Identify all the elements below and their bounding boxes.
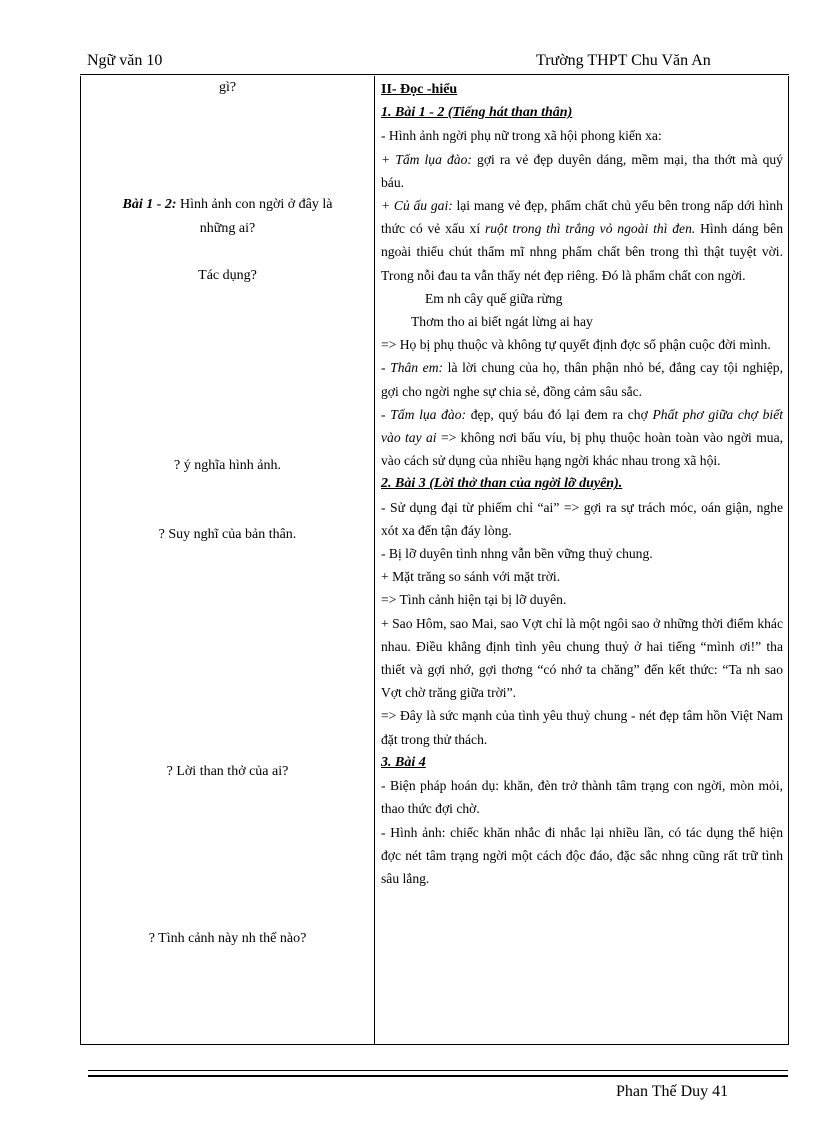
section-heading: II- Đọc -hiểu (381, 82, 458, 97)
question-text: Hình ảnh con ngời ở đây là (176, 197, 333, 212)
answer-line: => Đây là sức mạnh của tình yêu thuỷ chung - nét đẹp tâm hồn Việt Nam đặt trong thử thách. (381, 708, 783, 747)
answer-paragraph (381, 148, 783, 194)
answer-emphasis: Phất phơ giữa chợ biết vào tay ai (381, 406, 783, 446)
answer-line: - Sử dụng đại từ phiếm chỉ “ai” => gợi ra sự trách móc, oán giận, nghe xót xa đến tận đáy lòng. (381, 499, 783, 538)
answer-line: + Sao Hôm, sao Mai, sao Vợt chỉ là một ngôi sao ở những thời điểm khác nhau. Điều khẳng định tình yêu chung thuỷ ở hai tiếng “mình ơi!” tha thiết và gợi nhớ, gợi thơng “có nhớ ta chăng” đến kết thức: “Ta nh sao Vợt chờ trăng giữa trời”. (381, 615, 783, 701)
answer-emphasis: - Tấm lụa đào: (381, 406, 467, 422)
poem-line: Em nh cây quế giữa rừng (425, 290, 563, 306)
answer-line: => Tình cảnh hiện tại bị lỡ duyên. (381, 592, 567, 608)
answer-emphasis: ruột trong thì trắng vỏ ngoài thì đen. (484, 221, 696, 237)
lesson-1-2-heading: 1. Bài 1 - 2 (Tiếng hát than thân) (381, 105, 573, 121)
poem-line: Thơm tho ai biết ngát lừng ai hay (411, 314, 593, 330)
answer-line: + Mặt trăng so sánh với mặt trời. (381, 569, 561, 585)
column-divider (374, 76, 375, 1044)
footer-rule-thick (88, 1075, 788, 1077)
answer-text: gợi ra vẻ đẹp duyên dáng, mềm mại, tha thớt mà quý báu. (381, 151, 783, 190)
question-people (81, 193, 374, 216)
answer-text: => không nơi bấu víu, bị phụ thuộc hoàn toàn vào ngời mua, vào cách sử dụng của nhiều hạng ngời khác nhau trong xã hội. (381, 430, 783, 469)
question-people-cont: những ai? (199, 221, 256, 236)
answer-emphasis: + Tấm lụa đào: (381, 151, 472, 167)
answer-text: Hình dáng bên ngoài thiếu chút thẩm mĩ nhng phẩm chất bên trong thì thật tuyệt vời. Trong nỗi đau ta vẫn thấy nét đẹp riêng. Đó là phẩm chất con ngời. (381, 221, 783, 283)
answer-text: đẹp, quý báu đó lại đem ra chợ (466, 406, 653, 422)
lesson-4-heading: 3. Bài 4 (381, 754, 426, 770)
answer-emphasis: + Củ ấu gai: (381, 198, 453, 214)
answer-paragraph (381, 403, 783, 473)
header-rule (80, 74, 789, 75)
page-footer: Phan Thế Duy 41 (616, 1083, 729, 1100)
content-table (80, 76, 789, 1045)
answer-paragraph (381, 194, 783, 287)
answer-line: - Bị lỡ duyên tình nhng vẫn bền vững thuỷ chung. (381, 546, 653, 562)
answer-line: - Hình ảnh ngời phụ nữ trong xã hội phong kiến xa: (381, 128, 662, 144)
page-header-right: Trường THPT Chu Văn An (536, 52, 711, 69)
answer-column (381, 78, 783, 890)
question-lament: ? Lời than thở của ai? (166, 764, 289, 779)
footer-rule-thin (88, 1070, 788, 1071)
question-situation: ? Tình cảnh này nh thế nào? (148, 931, 307, 946)
page-header-left: Ngữ văn 10 (87, 52, 163, 69)
answer-line: - Biện pháp hoán dụ: khăn, đèn trở thành tâm trạng con ngời, mòn mỏi, thao thức đợi chờ. (381, 778, 783, 817)
answer-text: lại mang vẻ đẹp, phẩm chất chủ yếu bên trong nấp dới hình thức có vẻ xấu xí (381, 198, 783, 237)
question-self-reflection: ? Suy nghĩ của bản thân. (158, 527, 297, 542)
question-continuation: gì? (218, 80, 237, 95)
lesson-3-heading: 2. Bài 3 (Lời thở than của ngời lỡ duyên). (381, 476, 623, 492)
question-image-meaning: ? ý nghĩa hình ảnh. (174, 458, 281, 473)
answer-text: là lời chung của họ, thân phận nhỏ bé, đắng cay tội nghiệp, gợi cho ngời nghe sự chia sẻ, đồng cảm sâu sắc. (381, 360, 783, 399)
answer-emphasis: - Thân em: (381, 360, 444, 376)
answer-line: => Họ bị phụ thuộc và không tự quyết định đợc số phận cuộc đời mình. (381, 337, 771, 353)
question-effect: Tác dụng? (198, 268, 257, 283)
question-label: Bài 1 - 2: (122, 197, 177, 212)
answer-paragraph (381, 356, 783, 402)
answer-line: - Hình ảnh: chiếc khăn nhắc đi nhắc lại nhiều lần, có tác dụng thể hiện đợc nét tâm trạng ngời một cách độc đáo, đặc sắc nhng cũng rất trữ tình sâu lắng. (381, 824, 783, 886)
